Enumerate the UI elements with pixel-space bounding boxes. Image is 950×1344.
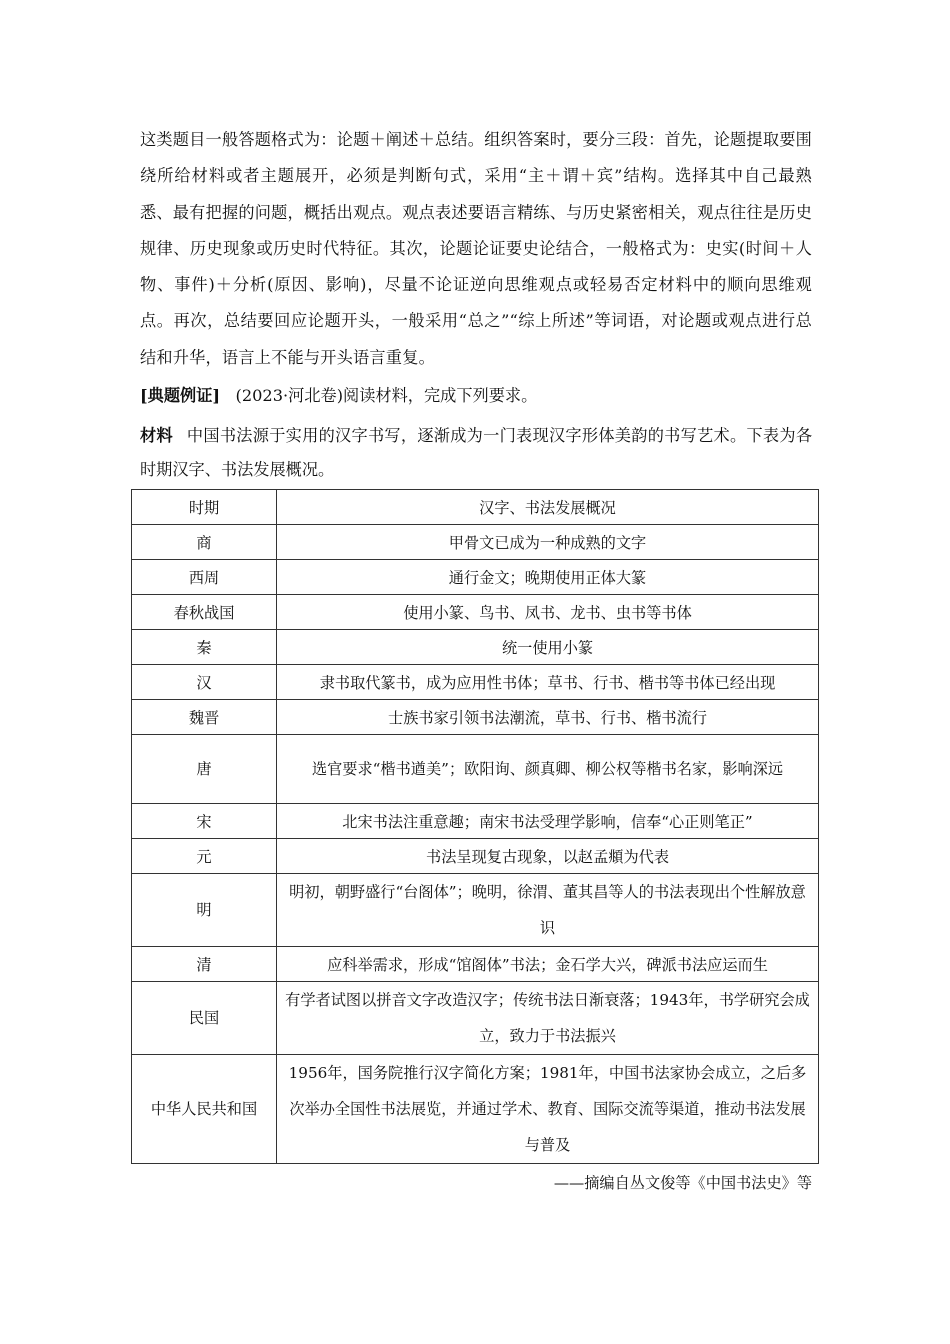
table-row	[132, 595, 819, 630]
calligraphy-development-table	[131, 489, 819, 1164]
table-row	[132, 947, 819, 982]
table-row	[132, 874, 819, 947]
period-cell: 元	[132, 839, 277, 874]
source-citation: ——摘编自丛文俊等《中国书法史》等	[553, 1174, 812, 1192]
description-cell: 通行金文；晚期使用正体大篆	[277, 560, 819, 595]
example-text: (2023·河北卷)阅读材料，完成下列要求。	[235, 386, 538, 405]
table-row	[132, 525, 819, 560]
description-cell: 北宋书法注重意趣；南宋书法受理学影响，信奉“心正则笔正”	[277, 804, 819, 839]
period-cell: 魏晋	[132, 700, 277, 735]
description-cell: 隶书取代篆书，成为应用性书体；草书、行书、楷书等书体已经出现	[277, 665, 819, 700]
table-row	[132, 665, 819, 700]
description-cell: 士族书家引领书法潮流，草书、行书、楷书流行	[277, 700, 819, 735]
description-cell: 有学者试图以拼音文字改造汉字；传统书法日渐衰落；1943年，书学研究会成立，致力于书法振兴	[277, 982, 819, 1055]
header-description: 汉字、书法发展概况	[277, 490, 819, 525]
description-cell: 明初，朝野盛行“台阁体”；晚明，徐渭、董其昌等人的书法表现出个性解放意识	[277, 874, 819, 947]
example-heading	[140, 382, 820, 410]
table-row	[132, 1055, 819, 1164]
table-row	[132, 735, 819, 804]
period-cell: 汉	[132, 665, 277, 700]
table-header-row	[132, 490, 819, 525]
material-text: 中国书法源于实用的汉字书写，逐渐成为一门表现汉字形体美韵的书写艺术。下表为各时期汉字、书法发展概况。	[140, 426, 813, 479]
period-cell: 宋	[132, 804, 277, 839]
period-cell: 中华人民共和国	[132, 1055, 277, 1164]
answer-format-paragraph: 这类题目一般答题格式为：论题＋阐述＋总结。组织答案时，要分三段：首先，论题提取要围绕所给材料或者主题展开，必须是判断句式，采用“主＋谓＋宾”结构。选择其中自己最熟悉、最有把握的问题，概括出观点。观点表述要语言精练、与历史紧密相关，观点往往是历史规律、历史现象或历史时代特征。其次，论题论证要史论结合，一般格式为：史实(时间＋人物、事件)＋分析(原因、影响)，尽量不论证逆向思维观点或轻易否定材料中的顺向思维观点。再次，总结要回应论题开头，一般采用“总之”“综上所述”等词语，对论题或观点进行总结和升华，语言上不能与开头语言重复。	[140, 130, 812, 367]
period-cell: 唐	[132, 735, 277, 804]
description-cell: 使用小篆、鸟书、凤书、龙书、虫书等书体	[277, 595, 819, 630]
table-row	[132, 982, 819, 1055]
description-cell: 1956年，国务院推行汉字简化方案；1981年，中国书法家协会成立，之后多次举办全国性书法展览，并通过学术、教育、国际交流等渠道，推动书法发展与普及	[277, 1055, 819, 1164]
table-row	[132, 700, 819, 735]
period-cell: 清	[132, 947, 277, 982]
table-row	[132, 630, 819, 665]
period-cell: 明	[132, 874, 277, 947]
header-period: 时期	[132, 490, 277, 525]
description-cell: 统一使用小篆	[277, 630, 819, 665]
description-cell: 应科举需求，形成“馆阁体”书法；金石学大兴，碑派书法应运而生	[277, 947, 819, 982]
material-paragraph	[140, 419, 812, 487]
table-row	[132, 839, 819, 874]
period-cell: 民国	[132, 982, 277, 1055]
description-cell: 甲骨文已成为一种成熟的文字	[277, 525, 819, 560]
period-cell: 秦	[132, 630, 277, 665]
description-cell: 选官要求“楷书遒美”；欧阳询、颜真卿、柳公权等楷书名家，影响深远	[277, 735, 819, 804]
period-cell: 商	[132, 525, 277, 560]
table-row	[132, 804, 819, 839]
description-cell: 书法呈现复古现象，以赵孟頫为代表	[277, 839, 819, 874]
table-row	[132, 560, 819, 595]
material-tag: 材料	[140, 426, 173, 445]
period-cell: 西周	[132, 560, 277, 595]
period-cell: 春秋战国	[132, 595, 277, 630]
example-tag: [典题例证]	[140, 386, 221, 405]
